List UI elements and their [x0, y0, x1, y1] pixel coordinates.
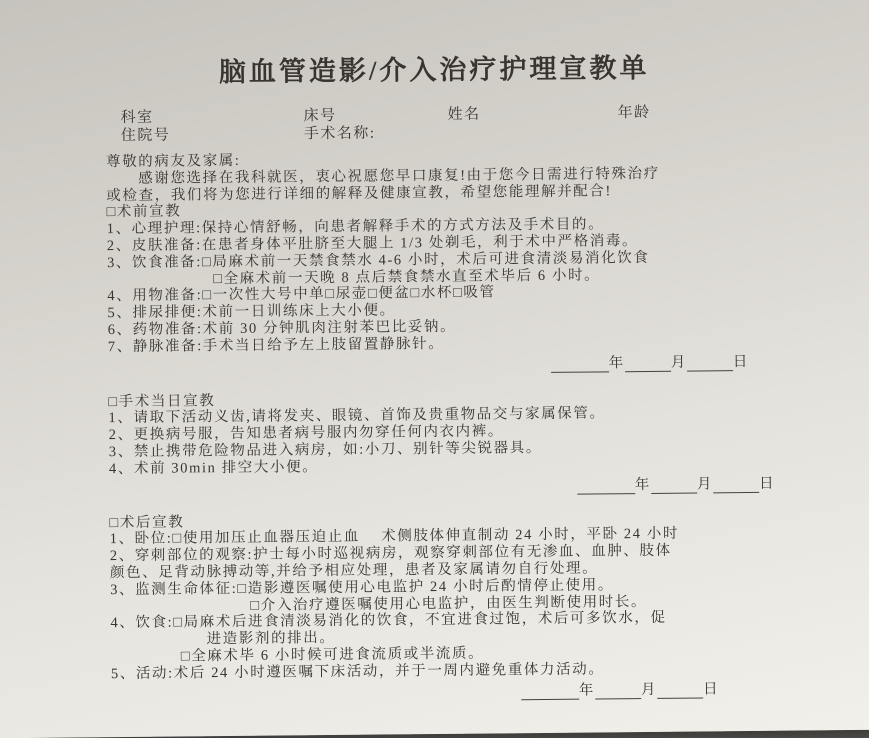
blank-line	[651, 479, 697, 493]
field-label-patient-name: 姓名	[447, 106, 481, 123]
postop-item-continuation: □介入治疗遵医嘱使用心电监护，由医生判断使用时长。	[250, 593, 648, 614]
date-day-label: 日	[702, 681, 720, 698]
surgery-day-item: 1、请取下活动义齿,请将发夹、眼镜、首饰及贵重物品交与家属保管。	[108, 405, 606, 427]
page-title: 脑血管造影/介入治疗护理宣教单	[218, 52, 650, 88]
field-label-bed-number: 床号	[303, 107, 337, 125]
blank-line	[713, 478, 759, 492]
blank-line	[521, 685, 579, 700]
preop-item: 1、心理护理:保持心情舒畅，向患者解释手术的方式方法及手术目的。	[106, 216, 605, 238]
patient-info-header	[0, 99, 869, 146]
preop-item: 6、药物准备:术前 30 分钟肌肉注射苯巴比妥钠。	[107, 318, 457, 339]
date-year-label: 年	[608, 354, 625, 372]
surgery-day-item: 2、更换病号服，告知患者病号服内勿穿任何内衣内裤。	[108, 423, 504, 444]
preop-item: 5、排尿排便:术前一日训练床上大小便。	[107, 302, 396, 322]
postop-item: 4、饮食:□局麻术后进食清淡易消化的饮食，不宜进食过饱，术后可多饮水，促	[110, 610, 667, 632]
blank-line	[625, 357, 671, 371]
postop-item: 3、监测生命体征:□造影遵医嘱使用心电监护 24 小时后酌情停止使用。	[110, 577, 615, 598]
date-month-label: 月	[670, 354, 687, 371]
postop-item: 5、活动:术后 24 小时遵医嘱下床活动，并于一周内避免重体力活动。	[110, 661, 605, 682]
field-label-admission-number: 住院号	[120, 127, 171, 145]
surgery-day-item: 3、禁止携带危险物品进入病房，如:小刀、别针等尖锐器具。	[108, 439, 542, 461]
postop-item-continuation: 进造影剂的排出。	[206, 630, 336, 648]
preop-item: 4、用物准备:□一次性大号中单□尿壶□便盆□水杯□吸管	[107, 284, 496, 305]
blank-line	[687, 357, 733, 371]
postop-item: 1、卧位:□使用加压止血器压迫止血 术侧肢体伸直制动 24 小时，平卧 24 小时	[109, 526, 680, 548]
section-heading-surgery-day: □手术当日宣教	[108, 392, 216, 410]
date-year-label: 年	[578, 682, 596, 699]
date-line	[111, 678, 869, 703]
field-label-operation-name: 手术名称:	[303, 125, 376, 143]
preop-item: 3、饮食准备:□局麻术前一天禁食禁水 4-6 小时，术后可进食清淡易消化饮食	[106, 249, 650, 271]
preop-item: 2、皮肤准备:在患者身体平肚脐至大腿上 1/3 处剃毛，利于术中严格消毒。	[106, 233, 639, 255]
greeting-line: 感谢您选择在我科就医，衷心祝愿您早口康复!由于您今日需进行特殊治疗	[138, 165, 660, 187]
blank-line	[577, 480, 635, 495]
field-label-department: 科室	[120, 109, 154, 127]
blank-line	[657, 684, 703, 698]
date-month-label: 月	[640, 681, 658, 698]
section-heading-postop: □术后宣教	[109, 513, 185, 531]
postop-item-continuation: □全麻术毕 6 小时候可进食流质或半流质。	[180, 645, 485, 665]
blank-line	[551, 358, 609, 373]
postop-item-continuation: 颜色、足背动脉搏动等,并给予相应处理，患者及家属请勿自行处理。	[109, 560, 599, 582]
greeting-line: 或检查，我们将为您进行详细的解释及健康宣教，希望您能理解并配合!	[106, 182, 612, 204]
preop-item: 7、静脉准备:手术当日给予左上肢留置静脉针。	[107, 335, 445, 355]
postop-item: 2、穿刺部位的观察:护士每小时巡视病房，观察穿刺部位有无渗血、血肿、肢体	[109, 542, 672, 565]
section-heading-preop: □术前宣教	[106, 203, 182, 221]
greeting-salutation: 尊敬的病友及家属:	[105, 152, 241, 171]
blank-line	[595, 685, 641, 699]
date-day-label: 日	[732, 353, 750, 370]
date-line	[109, 473, 869, 498]
surgery-day-item: 4、术前 30min 排空大小便。	[108, 458, 319, 477]
date-month-label: 月	[696, 476, 714, 493]
date-year-label: 年	[634, 476, 652, 493]
date-line	[108, 351, 869, 376]
date-day-label: 日	[758, 475, 776, 492]
document-body	[0, 147, 869, 705]
field-label-age: 年龄	[617, 104, 651, 122]
preop-item-continuation: □全麻术前一天晚 8 点后禁食禁水直至术毕后 6 小时。	[213, 267, 601, 287]
